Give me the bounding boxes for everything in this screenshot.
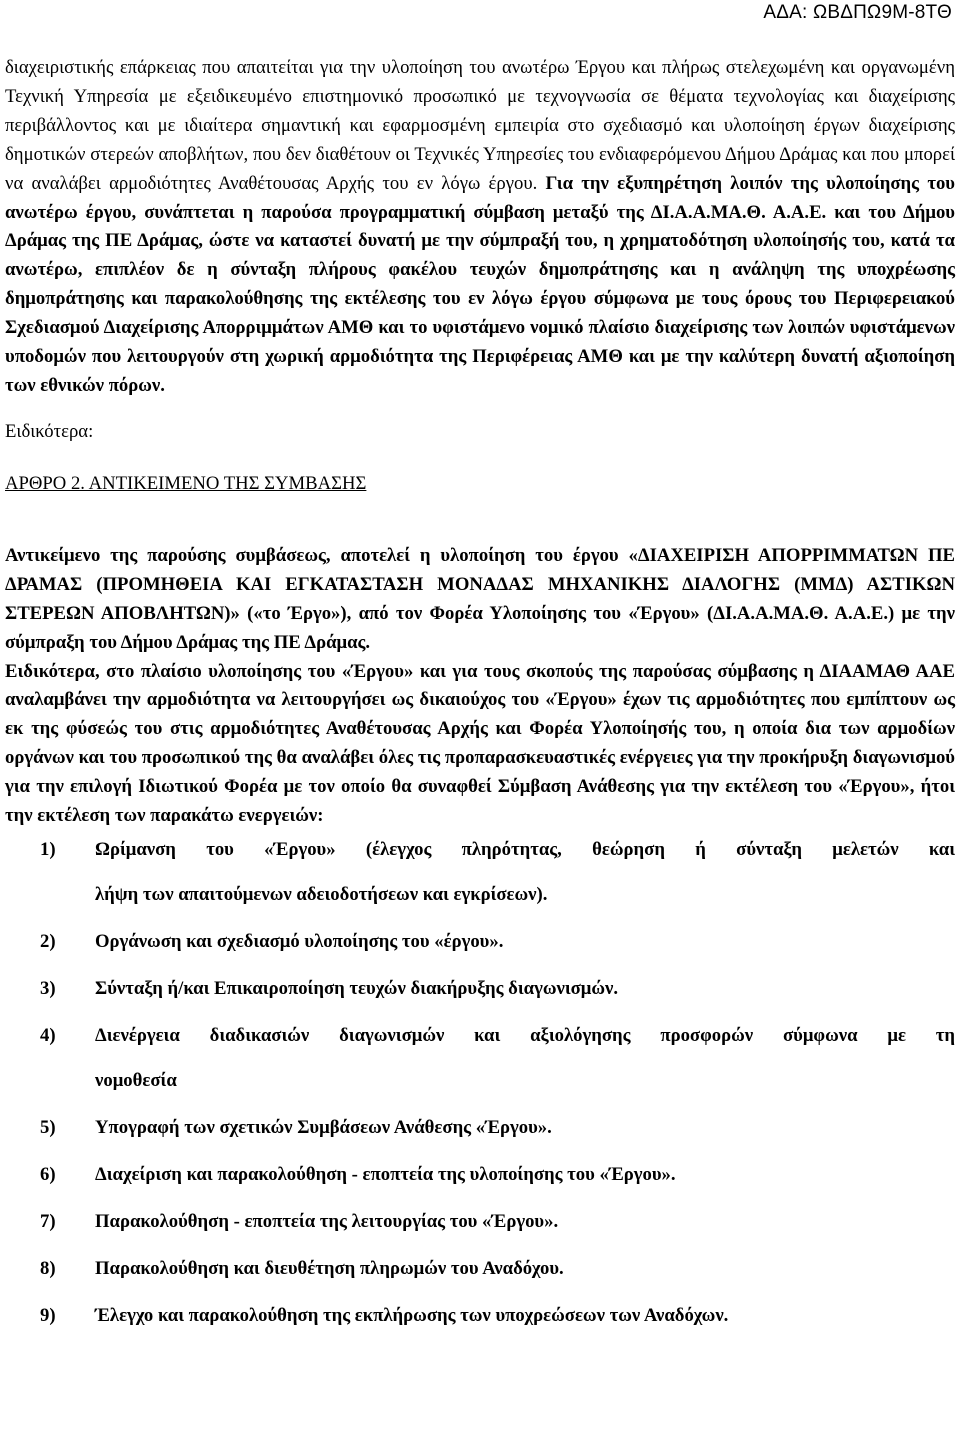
- list-item-number: 2): [40, 930, 56, 952]
- list-item-text-continued: λήψη των απαιτούμενων αδειοδοτήσεων και εγκρίσεων).: [95, 883, 548, 905]
- list-item-text: Διενέργεια διαδικασιών διαγωνισμών και αξιολόγησης προσφορών σύμφωνα με τη: [95, 1024, 955, 1046]
- document-body: [5, 54, 955, 1330]
- list-item-number: 6): [40, 1163, 56, 1185]
- ada-code: ΑΔΑ: ΩΒΔΠΩ9Μ-8ΤΘ: [763, 2, 952, 23]
- object-paragraph: Αντικείμενο της παρούσης συμβάσεως, αποτελεί η υλοποίηση του έργου «ΔΙΑΧΕΙΡΙΣΗ ΑΠΟΡΡΙΜΜΑΤΩΝ ΠΕ ΔΡΑΜΑΣ (ΠΡΟΜΗΘΕΙΑ ΚΑΙ ΕΓΚΑΤΑΣΤΑΣΗ ΜΟΝΑΔΑΣ ΜΗΧΑΝΙΚΗΣ ΔΙΑΛΟΓΗΣ (ΜΜΔ) ΑΣΤΙΚΩΝ ΣΤΕΡΕΩΝ ΑΠΟΒΛΗΤΩΝ)» («το Έργο»), από τον Φορέα Υλοποίησης του «Έργου» (ΔΙ.Α.Α.ΜΑ.Θ. Α.Α.Ε.) με την σύμπραξη του Δήμου Δράμας της ΠΕ Δράμας.: [5, 544, 955, 653]
- specifically-label: Ειδικότερα:: [5, 420, 94, 442]
- list-item-number: 5): [40, 1116, 56, 1138]
- list-item-text: Σύνταξη ή/και Επικαιροποίηση τευχών διακήρυξης διαγωνισμών.: [95, 977, 619, 999]
- list-item-text: Υπογραφή των σχετικών Συμβάσεων Ανάθεσης «Έργου».: [95, 1116, 552, 1138]
- intro-paragraph-part1: διαχειριστικής επάρκειας που απαιτείται για την υλοποίηση του ανωτέρω Έργου και πλήρως στελεχωμένη και οργανωμένη Τεχνική Υπηρεσία με εξειδικευμένο επιστημονικό προσωπικό με τεχνογνωσία σε θέματα τεχνολογίας και διαχείρισης περιβάλλοντος και με ιδιαίτερα σημαντική και εφαρμοσμένη εμπειρία στο σχεδιασμό και υλοποίηση έργων διαχείρισης δημοτικών στερεών αποβλήτων, που δεν διαθέτουν οι Τεχνικές Υπηρεσίες του ενδιαφερόμενου Δήμου Δράμας και που μπορεί να αναλάβει αρμοδιότητες Αναθέτουσας Αρχής του εν λόγω έργου.: [5, 57, 955, 194]
- specifically-paragraph: Ειδικότερα, στο πλαίσιο υλοποίησης του «Έργου» και για τους σκοπούς της παρούσας σύμβασης η ΔΙΑΑΜΑΘ ΑΑΕ αναλαμβάνει την αρμοδιότητα να λειτουργήσει ως δικαιούχος του «Έργου» έχων τις αρμοδιότητες που εμπίπτουν ως εκ της φύσεώς του στις αρμοδιότητες Αναθέτουσας Αρχής και Φορέα Υλοποίησής του, η οποία δια των αρμοδίων οργάνων και του προσωπικού της θα αναλάβει όλες τις προπαρασκευαστικές ενέργειες για την προκήρυξη διαγωνισμού για την επιλογή Ιδιωτικού Φορέα με τον οποίο θα συναφθεί Σύμβαση Ανάθεσης για την εκτέλεση του «Έργου», ήτοι την εκτέλεση των παρακάτω ενεργειών:: [5, 660, 955, 827]
- list-item: [5, 1113, 955, 1142]
- list-item-text: Διαχείριση και παρακολούθηση - εποπτεία της υλοποίησης του «Έργου».: [95, 1163, 676, 1185]
- list-item-text: Οργάνωση και σχεδιασμό υλοποίησης του «έργου».: [95, 930, 504, 952]
- intro-paragraph: [5, 54, 955, 401]
- list-item-text: Παρακολούθηση και διευθέτηση πληρωμών του Αναδόχου.: [95, 1257, 564, 1279]
- list-item: [5, 974, 955, 1003]
- intro-paragraph-part2: Για την εξυπηρέτηση λοιπόν της υλοποίησης του ανωτέρω έργου, συνάπτεται η παρούσα προγραμματική σύμβαση μεταξύ της ΔΙ.Α.Α.ΜΑ.Θ. Α.Α.Ε. και του Δήμου Δράμας της ΠΕ Δράμας, ώστε να καταστεί δυνατή με την σύμπραξή του, η χρηματοδότηση υλοποίησής του, κατά τα ανωτέρω, επιπλέον δε η σύνταξη πλήρους φακέλου τευχών δημοπράτησης και η ανάληψη της υποχρέωσης δημοπράτησης και παρακολούθησης της εκτέλεσης του εν λόγω έργου σύμφωνα με τους όρους του Περιφερειακού Σχεδιασμού Διαχείρισης Απορριμμάτων ΑΜΘ και το υφιστάμενο νομικό πλαίσιο διαχείρισης των λοιπών υφιστάμενων υποδομών που λειτουργούν στη χωρική αρμοδιότητα της Περιφέρειας ΑΜΘ και με την καλύτερη δυνατή αξιοποίηση των εθνικών πόρων.: [5, 172, 955, 396]
- list-item-text: Παρακολούθηση - εποπτεία της λειτουργίας του «Έργου».: [95, 1210, 559, 1232]
- list-item-number: 4): [40, 1024, 56, 1046]
- list-item-number: 9): [40, 1304, 56, 1326]
- list-item-number: 7): [40, 1210, 56, 1232]
- list-item-text: Ωρίμανση του «Έργου» (έλεγχος πληρότητας, θεώρηση ή σύνταξη μελετών και: [95, 838, 955, 860]
- actions-list: [5, 835, 955, 1330]
- list-item: [5, 927, 955, 956]
- article-heading: ΑΡΘΡΟ 2. ΑΝΤΙΚΕΙΜΕΝΟ ΤΗΣ ΣΥΜΒΑΣΗΣ: [5, 472, 367, 494]
- list-item-number: 8): [40, 1257, 56, 1279]
- list-item-number: 1): [40, 838, 56, 860]
- list-item-number: 3): [40, 977, 56, 999]
- list-item-text: Έλεγχο και παρακολούθηση της εκπλήρωσης των υποχρεώσεων των Αναδόχων.: [95, 1304, 729, 1326]
- list-item: [5, 1254, 955, 1283]
- list-item: [5, 1207, 955, 1236]
- list-item: [5, 835, 955, 909]
- list-item: [5, 1021, 955, 1095]
- list-item: [5, 1301, 955, 1330]
- list-item-text-continued: νομοθεσία: [95, 1069, 177, 1091]
- list-item: [5, 1160, 955, 1189]
